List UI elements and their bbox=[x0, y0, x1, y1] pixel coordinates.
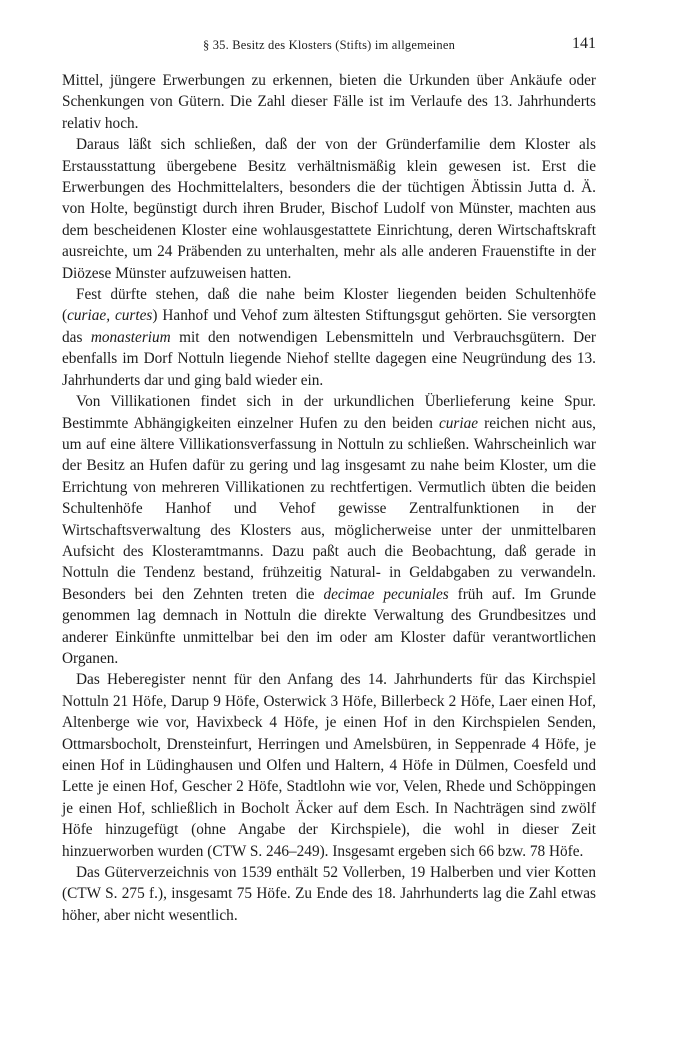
latin-term: decimae pecuniales bbox=[323, 585, 449, 603]
paragraph-5: Das Heberegister nennt für den Anfang des 14. Jahrhunderts für das Kirchspiel Nottuln 21 Höfe, Darup 9 Höfe, Osterwick 3 Höfe, Billerbeck 2 Höfe, Laer einen Hof, Altenberge wie vor, Havixbeck 4 Höfe, je einen Hof in den Kirchspielen Senden, Ottmarsbocholt, Drensteinfurt, Herringen und Amelsbüren, in Seppenrade 4 Höfe, je einen Hof in Lüdinghausen und Olfen und Haltern, 4 Höfe in Dülmen, Coesfeld und Lette je einen Hof, Gescher 2 Höfe, Stadtlohn wie vor, Velen, Rhede und Schöppingen je einen Hof, schließlich in Bocholt Äcker auf dem Esch. In Nachträgen sind zwölf Höfe hinzugefügt (ohne Angabe der Kirchspiele), die wohl in dieser Zeit hinzuerworben wurden (CTW S. 246–249). Insgesamt ergeben sich 66 bzw. 78 Höfe. bbox=[62, 671, 596, 860]
latin-term: curiae bbox=[438, 414, 479, 432]
paragraph-1: Mittel, jüngere Erwerbungen zu erkennen, bieten die Urkunden über Ankäufe oder Schenkungen von Gütern. Die Zahl dieser Fälle ist im Verlaufe des 13. Jahrhunderts relativ hoch. bbox=[62, 72, 596, 132]
paragraph-6: Das Güterverzeichnis von 1539 enthält 52 Vollerben, 19 Halberben und vier Kotten (CTW S. 275 f.), insgesamt 75 Höfe. Zu Ende des 18. Jahrhunderts lag die Zahl etwas höher, aber nicht wesentlich. bbox=[62, 864, 596, 924]
page-header bbox=[62, 35, 596, 60]
page-number: 141 bbox=[572, 35, 596, 52]
paragraph-4: Von Villikationen findet sich in der urkundlichen Überlieferung keine Spur. Bestimmte Abhängigkeiten einzelner Hufen zu den beiden curiae reichen nicht aus, um auf eine ältere Villikationsverfassung in Nottuln zu schließen. Wahrscheinlich war der Besitz an Hufen dafür zu gering und lag insgesamt zu nahe beim Kloster, um die Errichtung von mehreren Villikationen zu rechtfertigen. Vermutlich übten die beiden Schultenhöfe Hanhof und Vehof gewisse Zentralfunktionen in der Wirtschaftsverwaltung des Klosters aus, möglicherweise unter der unmittelbaren Aufsicht des Klosteramtmanns. Dazu paßt auch die Beobachtung, daß gerade in Nottuln die Tendenz bestand, frühzeitig Natural- in Geldabgaben zu verwandeln. Besonders bei den Zehnten treten die decimae pecuniales früh auf. Im Grunde genommen lag demnach in Nottuln die direkte Verwaltung des Grundbesitzes und anderer Einkünfte unmittelbar bei den im oder am Kloster dafür verantwortlichen Organen. bbox=[62, 393, 596, 667]
body-text bbox=[62, 70, 596, 926]
latin-term: curiae, curtes bbox=[67, 307, 153, 325]
paragraph-2: Daraus läßt sich schließen, daß der von der Gründerfamilie dem Kloster als Erstausstattung übergebene Besitz verhältnismäßig klein gewesen ist. Erst die Erwerbungen des Hochmittelalters, besonders die der tüchtigen Äbtissin Jutta d. Ä. von Holte, begünstigt durch ihren Bruder, Bischof Ludolf von Münster, machten aus dem bescheidenen Kloster eine wohlausgestattete Einrichtung, deren Wirtschaftskraft ausreichte, um 24 Präbenden zu unterhalten, mehr als alle anderen Frauenstifte in der Diözese Münster aufzuweisen hatten. bbox=[62, 136, 596, 282]
latin-term: monasterium bbox=[90, 328, 171, 346]
running-head: § 35. Besitz des Klosters (Stifts) im allgemeinen bbox=[202, 38, 456, 52]
paragraph-3: Fest dürfte stehen, daß die nahe beim Kloster liegenden beiden Schultenhöfe (curiae, curtes) Hanhof und Vehof zum ältesten Stiftungsgut gehörten. Sie versorgten das monasterium mit den notwendigen Lebensmitteln und Verbrauchsgütern. Der ebenfalls im Dorf Nottuln liegende Niehof stellte dagegen eine Neugründung des 13. Jahrhunderts dar und ging bald wieder ein. bbox=[62, 286, 597, 389]
